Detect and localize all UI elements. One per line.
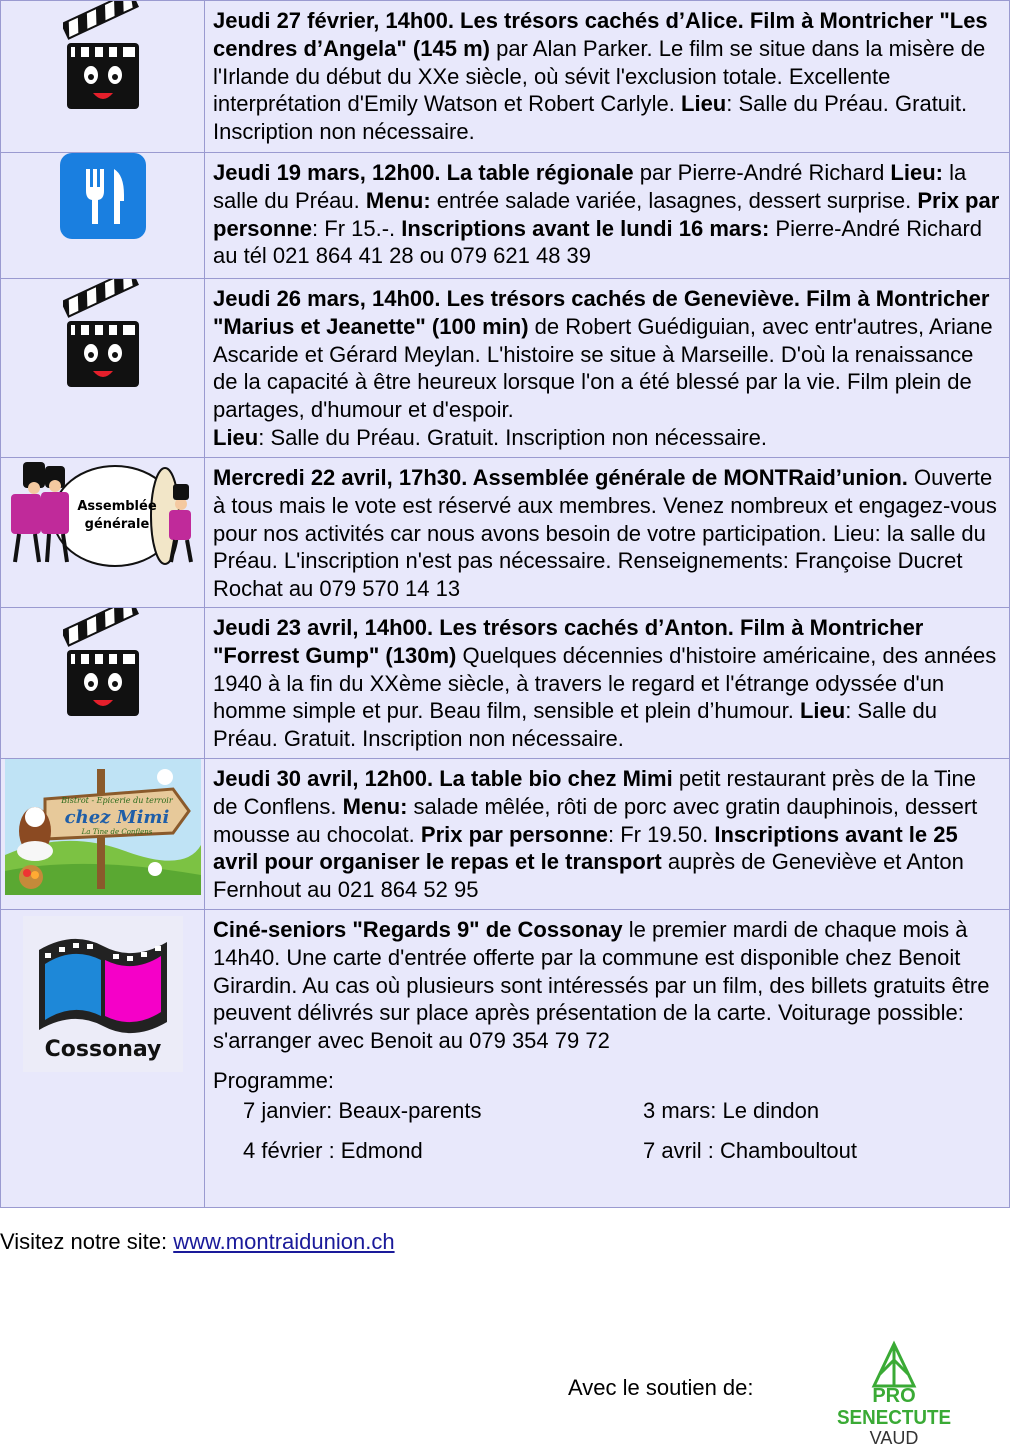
event-icon-cell (1, 608, 205, 759)
lieu-label: Lieu: (890, 160, 943, 185)
prix-label: Prix par personne (213, 187, 1000, 241)
event-description: petit restaurant près de la Tine de Conflens. (213, 766, 977, 819)
event-description: par Alan Parker. Le film se situe dans la misère de l'Irlande du début du XXe siècle, où sévit l'exclusion totale. Excellente interprétation d'Emily Watson et Robert Carlyle. (213, 35, 986, 117)
event-icon-cell (1, 279, 205, 458)
programme-list (213, 1097, 1003, 1165)
event-icon-cell (1, 458, 205, 608)
bistrot-chez-mimi-icon (5, 759, 201, 895)
site-line (0, 1229, 395, 1255)
event-text (205, 759, 1010, 910)
film-clapper-icon (63, 608, 143, 720)
inscription-text: Pierre-André Richard au tél 021 864 41 28 ou 079 621 48 39 (213, 215, 983, 269)
lieu-label: Lieu (681, 91, 727, 117)
event-description: par Pierre-André Richard (633, 160, 891, 185)
assembly-drummers-icon (5, 458, 201, 570)
event-text (205, 279, 1010, 458)
prix-text: : Fr 15.-. (312, 215, 402, 241)
lieu-text: : Salle du Préau. Gratuit. Inscription non nécessaire. (258, 424, 767, 450)
event-title: Ciné-seniors "Regards 9" de Cossonay (213, 917, 623, 942)
event-text (205, 458, 1010, 608)
assembly-icon-label: Assemblée (76, 499, 157, 514)
inscription-text: auprès de Geneviève et Anton Fernhout au 021 864 52 95 (213, 849, 964, 903)
inscription-label: Inscriptions avant le lundi 16 mars: (401, 215, 770, 241)
event-title: Jeudi 30 avril, 12h00. La table bio chez Mimi (213, 766, 673, 791)
bistrot-icon-label: Bistrot - Epicerie du terroir (60, 796, 173, 805)
event-title: Jeudi 27 février, 14h00. Les trésors cachés d’Alice. Film à Montricher "Les cendres d’Angela" (145 m) (213, 8, 988, 61)
event-row (1, 153, 1010, 279)
fork-knife-icon (60, 153, 146, 239)
inscription-label: Inscriptions avant le 25 avril pour organiser le repas et le transport (213, 821, 958, 875)
lieu-text: la salle du Préau. (213, 160, 967, 213)
programme-item: 7 avril : Chamboultout (643, 1137, 857, 1163)
event-row (1, 608, 1010, 759)
menu-label: Menu: (365, 187, 431, 213)
event-title: Jeudi 19 mars, 12h00. La table régionale (213, 160, 634, 185)
event-row (1, 1, 1010, 153)
event-title: Jeudi 26 mars, 14h00. Les trésors cachés de Geneviève. Film à Montricher "Marius et Jeanette" (100 min) (213, 286, 990, 339)
programme-title: Programme: (213, 1067, 335, 1093)
bistrot-icon-label: chez Mimi (64, 807, 169, 828)
cossonay-icon-label: Cossonay (44, 1037, 161, 1062)
menu-text: salade mêlée, rôti de porc avec gratin dauphinois, dessert mousse au chocolat. (213, 793, 978, 847)
event-description: le premier mardi de chaque mois à 14h40. Une carte d'entrée offerte par la commune est disponible chez Benoit Girardin. Au cas où plusieurs sont intéressés par un film, des billets gratuits être peuvent délivrés sur place après présentation de la carte. Voiturage possible: s'arranger avec Benoit au 079 354 79 72 (213, 917, 990, 1054)
prix-text: : Fr 19.50. (607, 821, 715, 847)
assembly-icon-label: générale (84, 517, 149, 532)
cinema-film-strip-icon (23, 916, 183, 1072)
event-row (1, 458, 1010, 608)
event-icon-cell (1, 910, 205, 1208)
menu-text: entrée salade variée, lasagnes, dessert surprise. (430, 187, 918, 213)
pro-senectute-logo (834, 1340, 954, 1446)
menu-label: Menu: (342, 793, 408, 819)
event-text (205, 608, 1010, 759)
support-label: Avec le soutien de: (568, 1375, 754, 1400)
logo-text: SENECTUTE (837, 1407, 951, 1429)
site-label: Visitez notre site: (0, 1229, 174, 1254)
event-description: Ouverte à tous mais le vote est réservé aux membres. Venez nombreux et engagez-vous pour nos activités car nous avons besoin de votre participation. Lieu: la salle du Préau. L'inscription n'est pas nécessaire. Renseignements: Françoise Ducret Rochat au 079 570 14 13 (213, 465, 997, 602)
bistrot-icon-label: La Tine de Conflens (81, 828, 152, 836)
event-text (205, 1, 1010, 153)
event-row (1, 759, 1010, 910)
film-clapper-icon (63, 279, 143, 391)
site-link[interactable]: www.montraidunion.ch (173, 1229, 395, 1254)
event-icon-cell (1, 1, 205, 153)
lieu-label: Lieu (213, 424, 259, 450)
film-clapper-icon (63, 1, 143, 113)
event-description: Quelques décennies d'histoire américaine, des années 1940 à la fin du XXème siècle, à travers le regard et l'étrange odyssée d'un homme simple et pur. Beau film, sensible et plein d’humour. (213, 642, 997, 724)
lieu-label: Lieu (799, 698, 846, 724)
event-title: Mercredi 22 avril, 17h30. Assemblée générale de MONTRaid’union. (213, 465, 908, 490)
event-row (1, 279, 1010, 458)
event-icon-cell (1, 153, 205, 279)
event-text (205, 910, 1010, 1208)
logo-text: PRO (872, 1385, 916, 1407)
programme-item: 3 mars: Le dindon (643, 1097, 820, 1123)
event-row (1, 910, 1010, 1208)
prix-label: Prix par personne (420, 821, 608, 847)
event-description: de Robert Guédiguian, avec entr'autres, Ariane Ascaride et Gérard Meylan. L'histoire se situe à Marseille. D'où la renaissance de la capacité à être heureux lorsque l'on a été blessé par la vie. Film plein de partages, d'humour et d'espoir. (213, 313, 993, 423)
event-text (205, 153, 1010, 279)
event-title: Jeudi 23 avril, 14h00. Les trésors cachés d’Anton. Film à Montricher "Forrest Gump" (130m) (213, 615, 924, 668)
event-icon-cell (1, 759, 205, 910)
lieu-text: : Salle du Préau. Gratuit. Inscription non nécessaire. (213, 698, 937, 752)
programme-item: 4 février : Edmond (243, 1137, 423, 1163)
programme-item: 7 janvier: Beaux-parents (243, 1097, 482, 1123)
lieu-text: : Salle du Préau. Gratuit. Inscription non nécessaire. (213, 91, 968, 145)
logo-text: VAUD (869, 1428, 919, 1446)
